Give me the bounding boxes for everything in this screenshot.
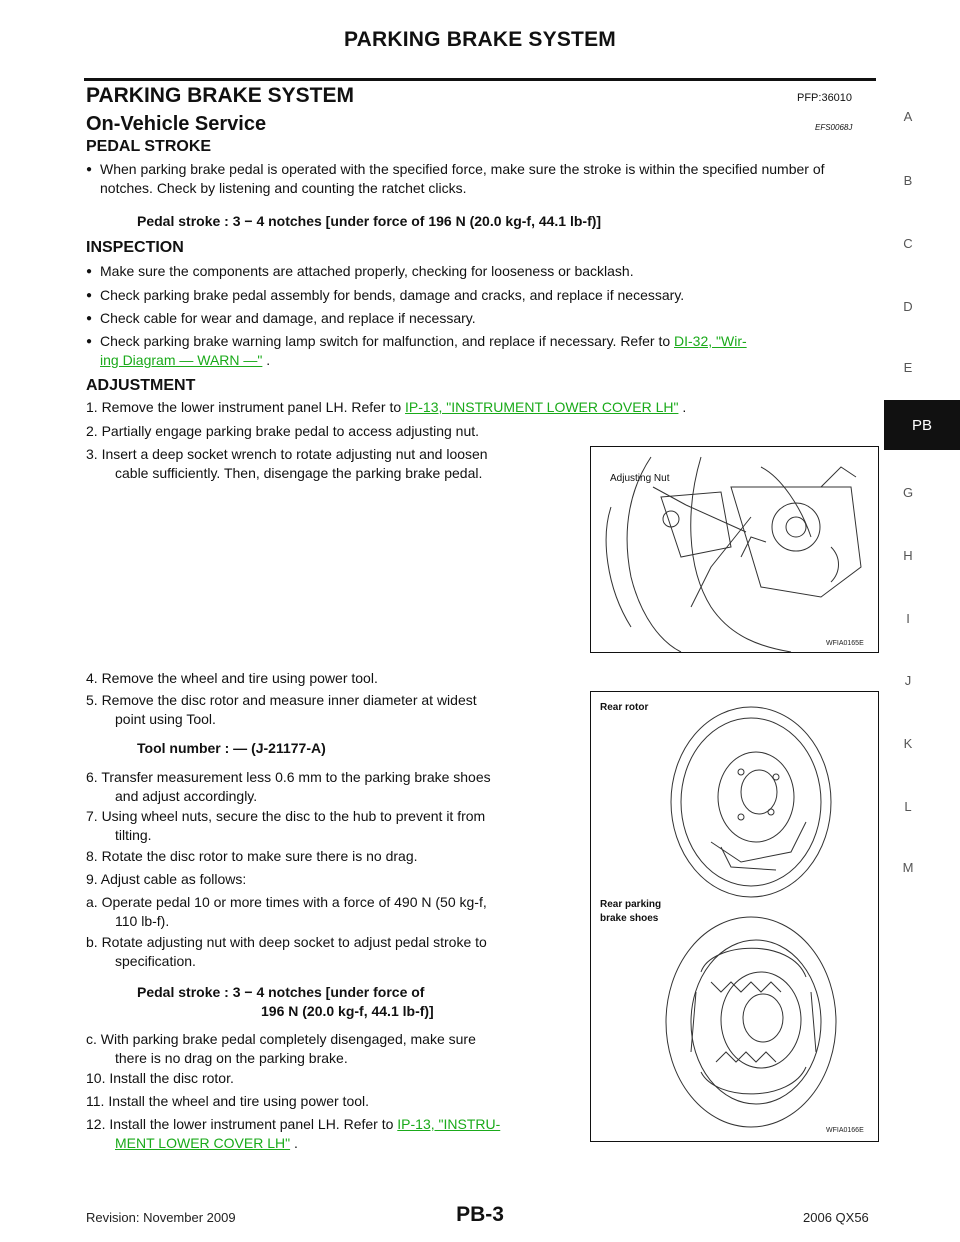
subsection-code: EFS0068J (815, 123, 853, 132)
footer-page-number: PB-3 (456, 1203, 504, 1226)
step-7: 7. Using wheel nuts, secure the disc to the hub to prevent it from tilting. (86, 808, 486, 843)
step-9b: b. Rotate adjusting nut with deep socket to adjust pedal stroke to specification. (86, 934, 487, 969)
step-9: 9. Adjust cable as follows: (86, 871, 247, 887)
link-ip-13-b-cont[interactable]: MENT LOWER COVER LH" (115, 1135, 291, 1151)
pedal-stroke-spec: Pedal stroke : 3 − 4 notches [under force of 196 N (20.0 kg-f, 44.1 lb-f)] (137, 213, 602, 229)
step-10: 10. Install the disc rotor. (86, 1070, 234, 1086)
footer-model: 2006 QX56 (803, 1210, 869, 1225)
step-8: 8. Rotate the disc rotor to make sure there is no drag. (86, 848, 418, 864)
link-di-32-cont[interactable]: ing Diagram — WARN —" (100, 352, 263, 368)
inspection-item-4: ● Check parking brake warning lamp switch for malfunction, and replace if necessary. Refer to DI-32, "Wir- ing Diagram — WARN —" . (100, 332, 880, 370)
sidebar-letter-a[interactable]: A (903, 109, 913, 124)
pedal-stroke-bullet: ● When parking brake pedal is operated with the specified force, make sure the stroke is within the specified number of notches. Check by listening and counting the ratchet clicks. (100, 160, 880, 198)
step-6: 6. Transfer measurement less 0.6 mm to the parking brake shoes and adjust accordingly. (86, 769, 491, 804)
pedal-stroke-spec-2: Pedal stroke : 3 − 4 notches [under force of 196 N (20.0 kg-f, 44.1 lb-f)] (137, 984, 434, 1019)
step-2: 2. Partially engage parking brake pedal to access adjusting nut. (86, 423, 480, 439)
link-ip-13[interactable]: IP-13, "INSTRUMENT LOWER COVER LH" (405, 399, 679, 415)
sidebar-letter-e[interactable]: E (903, 360, 913, 375)
step-5: 5. Remove the disc rotor and measure inner diameter at widest point using Tool. (86, 692, 477, 727)
sidebar-letter-b[interactable]: B (903, 173, 913, 188)
figure1-code: WFIA0165E (826, 640, 864, 647)
step-3: 3. Insert a deep socket wrench to rotate adjusting nut and loosen cable sufficiently. Then, disengage the parking brake pedal. (86, 446, 488, 481)
step-11: 11. Install the wheel and tire using power tool. (86, 1093, 370, 1109)
inspection-item-1: ● Make sure the components are attached properly, checking for looseness or backlash. (100, 262, 880, 281)
figure-rear-rotor (590, 691, 879, 1142)
tool-number-spec: Tool number : — (J-21177-A) (137, 740, 326, 756)
rear-parking-brake-shoes-label: Rear parking brake shoes (600, 899, 662, 924)
sidebar-letter-d[interactable]: D (903, 299, 913, 314)
pedal-stroke-heading: PEDAL STROKE (86, 138, 212, 155)
sidebar-letter-j[interactable]: J (904, 673, 912, 688)
subsection-title: On-Vehicle Service (86, 113, 267, 135)
sidebar-letter-m[interactable]: M (902, 860, 914, 875)
inspection-item-3: ● Check cable for wear and damage, and replace if necessary. (100, 309, 880, 328)
sidebar-letter-k[interactable]: K (903, 736, 913, 751)
step-1: 1. Remove the lower instrument panel LH. Refer to IP-13, "INSTRUMENT LOWER COVER LH" . (86, 399, 687, 415)
link-di-32[interactable]: DI-32, "Wir- (674, 333, 747, 349)
step-9c: c. With parking brake pedal completely disengaged, make sure there is no drag on the parking brake. (86, 1031, 476, 1066)
sidebar-letter-c[interactable]: C (903, 236, 913, 251)
section-code: PFP:36010 (797, 92, 853, 104)
page-header-title: PARKING BRAKE SYSTEM (344, 28, 616, 51)
footer-revision: Revision: November 2009 (86, 1210, 236, 1225)
rear-rotor-label: Rear rotor (600, 702, 649, 713)
step-12: 12. Install the lower instrument panel LH. Refer to IP-13, "INSTRU- MENT LOWER COVER LH" . (86, 1116, 501, 1151)
inspection-item-2: ● Check parking brake pedal assembly for bends, damage and cracks, and replace if necessary. (100, 286, 880, 305)
header-rule (84, 78, 876, 81)
link-ip-13-b[interactable]: IP-13, "INSTRU- (397, 1116, 501, 1132)
sidebar-letter-l[interactable]: L (904, 799, 912, 814)
adjustment-heading: ADJUSTMENT (86, 377, 196, 394)
sidebar-letter-h[interactable]: H (903, 548, 913, 563)
sidebar-letter-i[interactable]: I (906, 611, 910, 626)
step-9a: a. Operate pedal 10 or more times with a force of 490 N (50 kg-f, 110 lb-f). (86, 894, 487, 929)
section-title: PARKING BRAKE SYSTEM (86, 84, 354, 107)
figure-adjusting-nut (590, 446, 879, 653)
sidebar-letter-g[interactable]: G (902, 485, 914, 500)
inspection-heading: INSPECTION (86, 239, 184, 256)
figure2-code: WFIA0166E (826, 1127, 864, 1134)
adjusting-nut-label: Adjusting Nut (610, 473, 670, 484)
sidebar-active-tab-pb[interactable]: PB (884, 400, 960, 450)
step-4: 4. Remove the wheel and tire using power tool. (86, 670, 378, 686)
